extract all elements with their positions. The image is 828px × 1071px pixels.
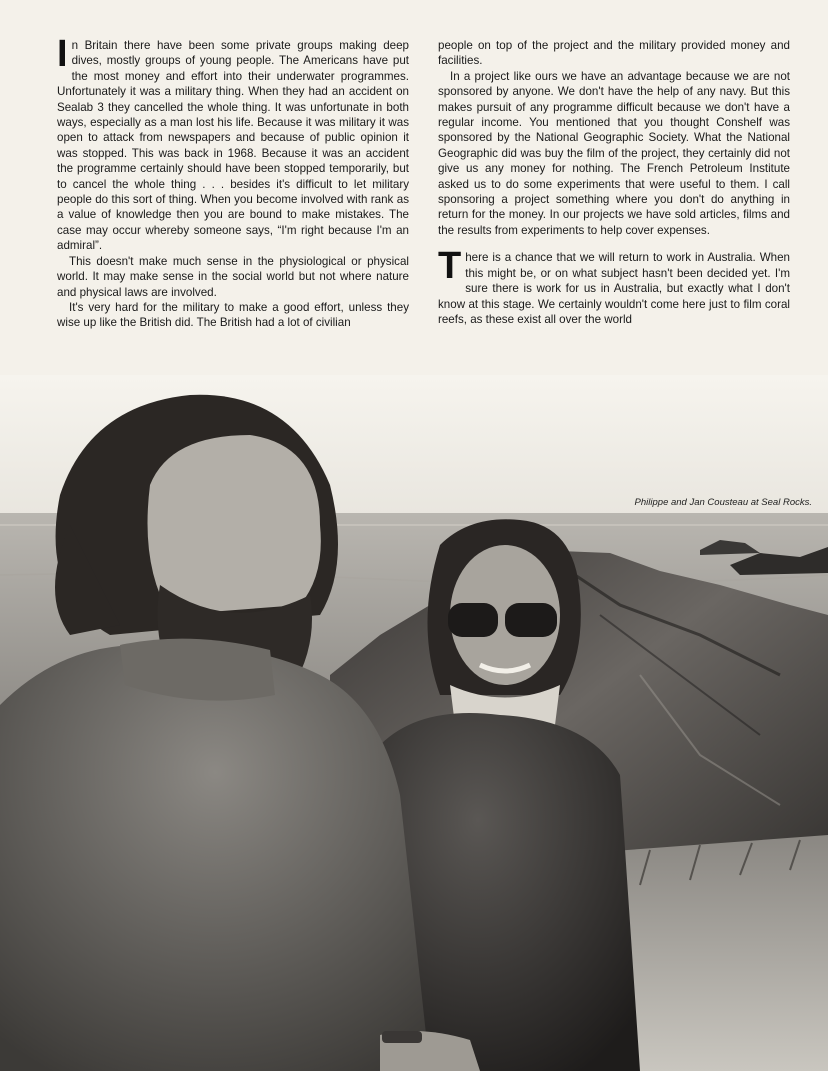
paragraph: In a project like ours we have an advantage because we are not sponsored by anyone. We don't have the help of any navy. But this makes pursuit of any programme difficult because we don't have a regular income. You mentioned that you thought Conshelf was sponsored by the National Geographic Society. What the National Geographic did was buy the film of the project, they certainly did not give us any money for nothing. The French Petroleum Institute asked us to do some experiments that were useful to them. I call sponsoring a project something where you don't do anything in return for the money. In our projects we have sold articles, films and the results from experiments to help cover expenses. [438, 69, 790, 237]
drop-cap: I [57, 33, 68, 75]
paragraph: This doesn't make much sense in the physiological or physical world. It may make sense in the social world but not where nature and physical laws are involved. [57, 254, 409, 299]
photo-caption: Philippe and Jan Cousteau at Seal Rocks. [634, 497, 812, 508]
photo-image [0, 375, 828, 1071]
paragraph: people on top of the project and the military provided money and facilities. [438, 39, 790, 68]
paragraph [57, 33, 409, 254]
paragraph [438, 245, 790, 327]
paragraph: It's very hard for the military to make a good effort, unless they wise up like the British did. The British had a lot of civilian [57, 300, 409, 330]
left-text-column [57, 33, 409, 331]
paragraph-text: n Britain there have been some private groups making deep dives, mostly groups of young people. The Americans have put the most money and effort into their underwater programmes. Unfortunately it was a military thing. When they had an accident on Sealab 3 they cancelled the whole thing. It was unfortunate in both ways, especially as a man lost his life. Because it was military it was open to attack from newspapers and because of public opinion it was stopped. This was back in 1968. Because it was an accident the programme certainly should have been stopped temporarily, but to cancel the whole thing . . . besides it's difficult to let military people do this sort of thing. When you become involved with rank as a value of knowledge then you are bound to make mistakes. The case may occur whereby someone says, “I'm right because I'm an admiral”. [57, 39, 409, 253]
photograph [0, 375, 828, 1071]
right-text-column [438, 38, 790, 327]
drop-cap: T [438, 245, 462, 288]
paragraph-text: here is a chance that we will return to work in Australia. When this might be, or on what subject hasn't been decided yet. I'm sure there is work for us in Australia, but exactly what I don't know at this stage. We certainly wouldn't come here just to film coral reefs, as these exist all over the world [438, 251, 790, 326]
